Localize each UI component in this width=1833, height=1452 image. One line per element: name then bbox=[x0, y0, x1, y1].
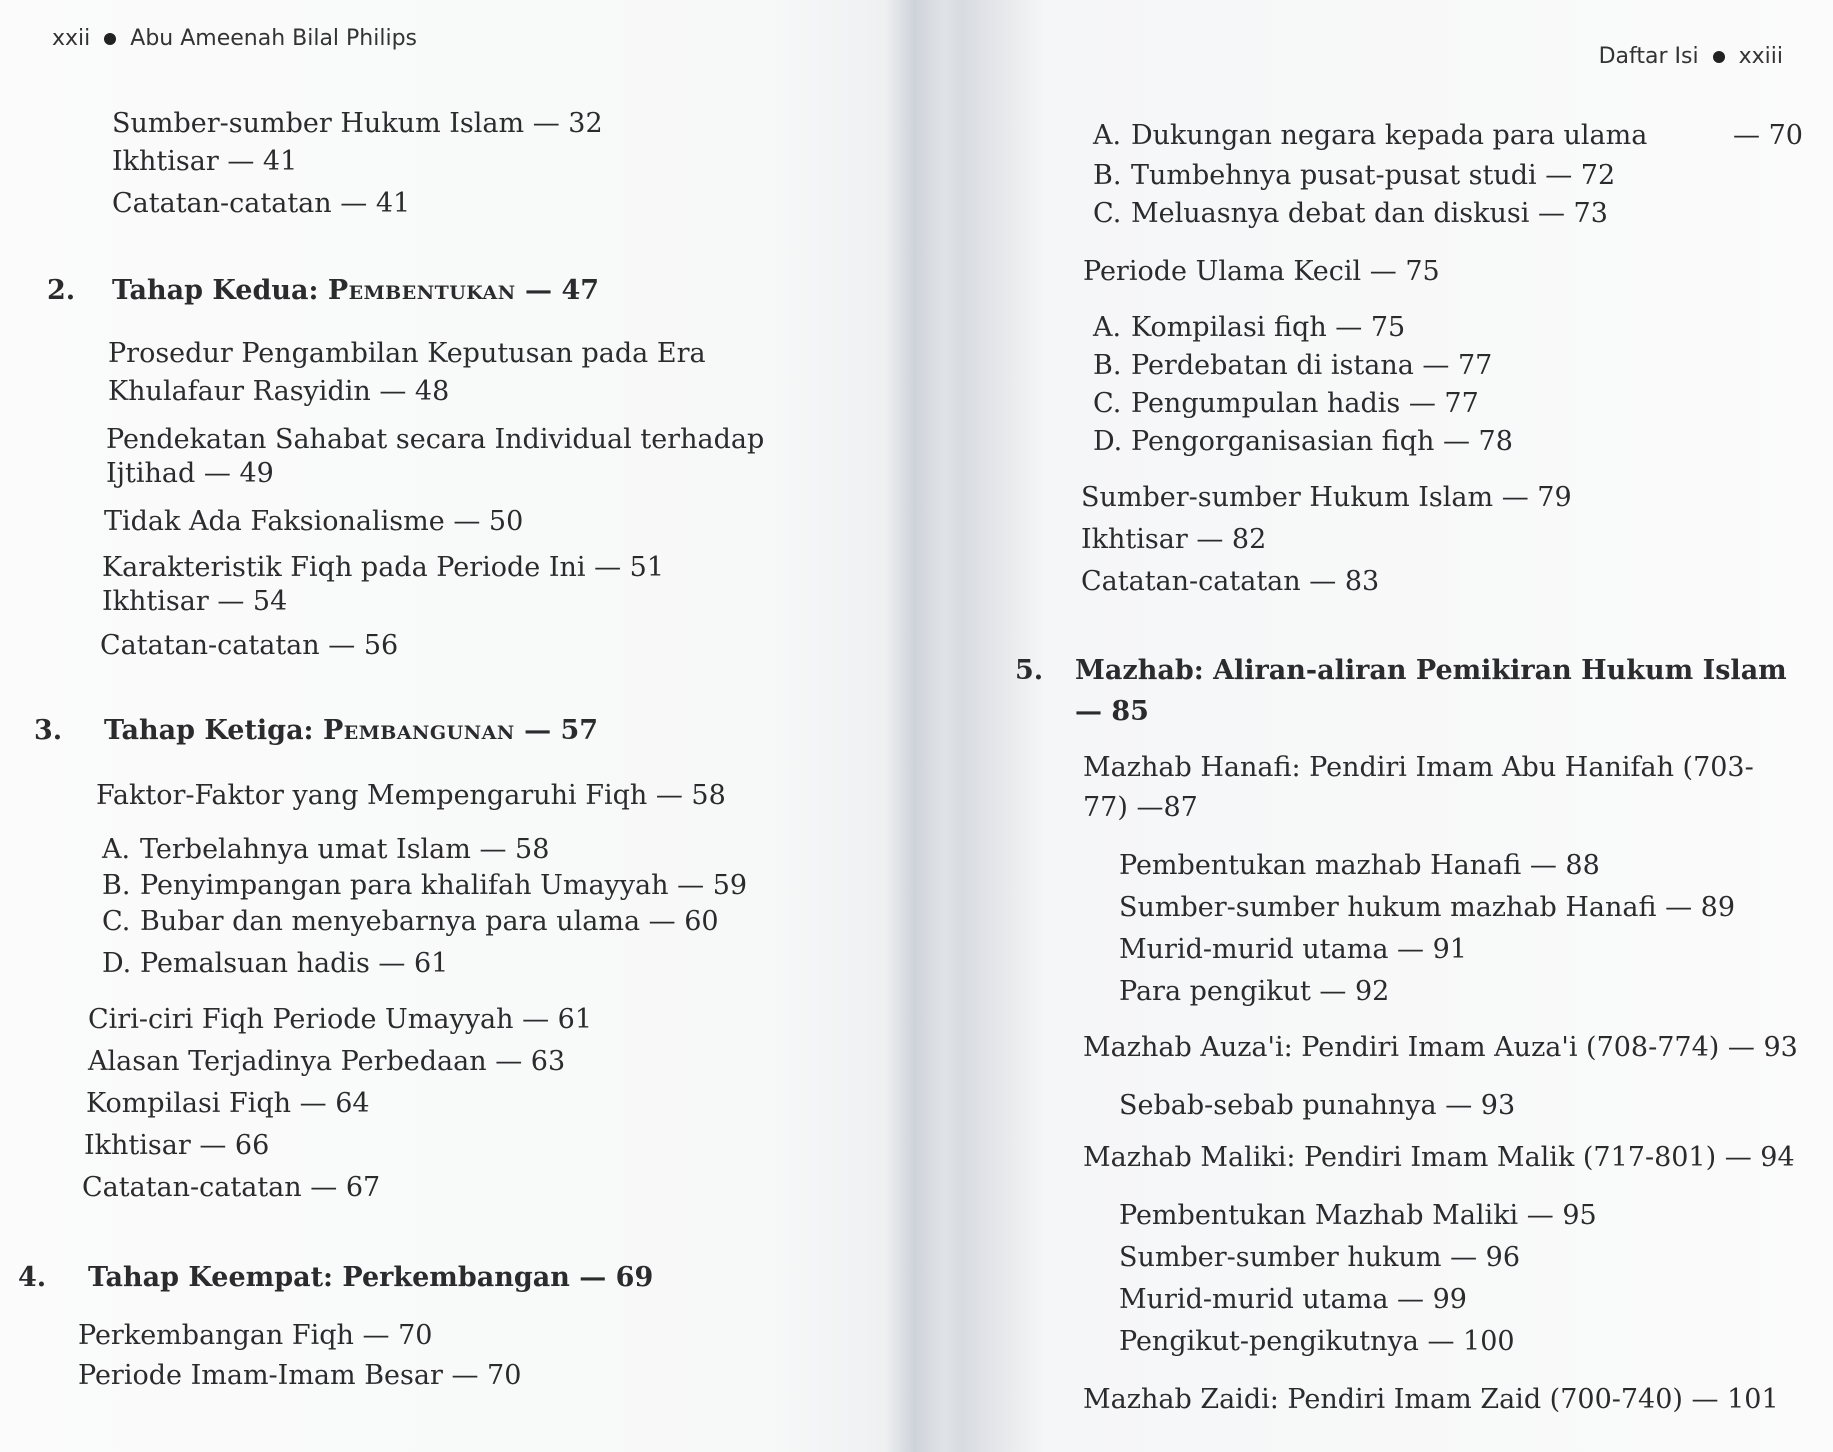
sub-letter: D. bbox=[1093, 426, 1123, 457]
toc-entry: Tidak Ada Faksionalisme — 50 bbox=[104, 506, 524, 537]
toc-entry: Perkembangan Fiqh — 70 bbox=[78, 1320, 433, 1351]
toc-sub-entry: Para pengikut — 92 bbox=[1119, 976, 1390, 1007]
sub-text: Dukungan negara kepada para ulama bbox=[1131, 120, 1648, 151]
toc-sub-entry: Pembentukan mazhab Hanafi — 88 bbox=[1119, 850, 1600, 881]
section-title: Mazhab: Aliran-aliran Pemikiran Hukum Islam bbox=[1075, 655, 1787, 686]
toc-sub-entry bbox=[1093, 160, 1615, 192]
toc-entry: Sumber-sumber Hukum Islam — 32 bbox=[112, 108, 603, 139]
toc-entry: Catatan-catatan — 67 bbox=[82, 1172, 381, 1203]
toc-entry: Periode Ulama Kecil — 75 bbox=[1083, 256, 1440, 287]
toc-entry: 77) —87 bbox=[1083, 792, 1198, 823]
section-page: — 47 bbox=[515, 275, 600, 306]
toc-entry: Kompilasi Fiqh — 64 bbox=[86, 1088, 370, 1119]
section-heading-2 bbox=[47, 275, 600, 306]
sub-text: Kompilasi fiqh — 75 bbox=[1131, 312, 1406, 343]
sub-text: Bubar dan menyebarnya para ulama — 60 bbox=[140, 906, 719, 937]
sub-letter: C. bbox=[102, 906, 131, 937]
right-page-header bbox=[1599, 44, 1783, 69]
toc-entry: Ikhtisar — 66 bbox=[84, 1130, 270, 1161]
toc-sub-entry bbox=[1093, 312, 1405, 344]
toc-entry: Catatan-catatan — 83 bbox=[1081, 566, 1380, 597]
toc-entry: Alasan Terjadinya Perbedaan — 63 bbox=[88, 1046, 566, 1077]
toc-sub-entry: Sumber-sumber hukum — 96 bbox=[1119, 1242, 1521, 1273]
section-number: 5. bbox=[1015, 655, 1044, 686]
sub-letter: A. bbox=[1093, 120, 1122, 151]
toc-entry: Periode Imam-Imam Besar — 70 bbox=[78, 1360, 522, 1391]
sub-text: Pemalsuan hadis — 61 bbox=[140, 948, 449, 979]
right-page-number: xxiii bbox=[1738, 44, 1783, 69]
toc-sub-entry: Pembentukan Mazhab Maliki — 95 bbox=[1119, 1200, 1597, 1231]
chapter-title: Daftar Isi bbox=[1598, 44, 1699, 69]
toc-entry: Catatan-catatan — 56 bbox=[100, 630, 399, 661]
section-number: 3. bbox=[34, 715, 63, 746]
sub-letter: B. bbox=[102, 870, 131, 901]
bullet-dot-icon bbox=[1713, 51, 1725, 63]
sub-letter: A. bbox=[1093, 312, 1122, 343]
sub-text: Pengumpulan hadis — 77 bbox=[1131, 388, 1479, 419]
toc-entry: Faktor-Faktor yang Mempengaruhi Fiqh — 58 bbox=[96, 780, 726, 811]
section-title-caps: Pembangunan bbox=[322, 715, 515, 746]
toc-sub-entry bbox=[102, 834, 549, 866]
left-page bbox=[0, 0, 905, 1452]
toc-entry: Sumber-sumber Hukum Islam — 79 bbox=[1081, 482, 1572, 513]
sub-text: Perdebatan di istana — 77 bbox=[1131, 350, 1493, 381]
section-heading-5 bbox=[1015, 655, 1787, 686]
section-heading-5-cont: — 85 bbox=[1075, 696, 1149, 727]
sub-text: Tumbehnya pusat-pusat studi — 72 bbox=[1131, 160, 1616, 191]
left-page-header bbox=[52, 26, 417, 51]
section-title: Tahap Kedua: bbox=[112, 275, 328, 306]
sub-text: Penyimpangan para khalifah Umayyah — 59 bbox=[140, 870, 748, 901]
toc-sub-entry: Murid-murid utama — 99 bbox=[1119, 1284, 1467, 1315]
author-name: Abu Ameenah Bilal Philips bbox=[130, 26, 418, 51]
sub-text: Meluasnya debat dan diskusi — 73 bbox=[1131, 198, 1608, 229]
section-title-caps: Pembentukan bbox=[327, 275, 516, 306]
toc-entry: Pendekatan Sahabat secara Individual terhadap bbox=[106, 424, 765, 455]
toc-sub-entry: Sumber-sumber hukum mazhab Hanafi — 89 bbox=[1119, 892, 1736, 923]
toc-sub-page: — 70 bbox=[1733, 120, 1803, 151]
toc-entry: Mazhab Maliki: Pendiri Imam Malik (717-801) — 94 bbox=[1083, 1142, 1795, 1173]
toc-entry: Ikhtisar — 82 bbox=[1081, 524, 1267, 555]
section-number: 4. bbox=[18, 1262, 47, 1293]
toc-sub-entry bbox=[102, 870, 747, 902]
section-heading-3 bbox=[34, 715, 599, 746]
toc-entry: Khulafaur Rasyidin — 48 bbox=[108, 376, 450, 407]
section-title: Tahap Keempat: Perkembangan — 69 bbox=[88, 1262, 654, 1293]
toc-entry: Mazhab Zaidi: Pendiri Imam Zaid (700-740) — 101 bbox=[1083, 1384, 1779, 1415]
toc-entry: Ikhtisar — 41 bbox=[112, 146, 298, 177]
section-number: 2. bbox=[47, 275, 76, 306]
toc-sub-entry bbox=[1093, 350, 1492, 382]
toc-entry: Ikhtisar — 54 bbox=[102, 586, 288, 617]
sub-letter: B. bbox=[1093, 160, 1122, 191]
section-page: — 57 bbox=[514, 715, 599, 746]
right-page bbox=[925, 0, 1833, 1452]
left-page-number: xxii bbox=[52, 26, 91, 51]
toc-entry: Ciri-ciri Fiqh Periode Umayyah — 61 bbox=[88, 1004, 593, 1035]
toc-sub-entry bbox=[1093, 120, 1647, 152]
toc-entry: Catatan-catatan — 41 bbox=[112, 188, 411, 219]
toc-sub-entry: Murid-murid utama — 91 bbox=[1119, 934, 1467, 965]
sub-letter: D. bbox=[102, 948, 132, 979]
toc-sub-entry bbox=[1093, 426, 1513, 458]
toc-entry: Mazhab Auza'i: Pendiri Imam Auza'i (708-774) — 93 bbox=[1083, 1032, 1798, 1063]
toc-sub-entry bbox=[1093, 388, 1479, 420]
toc-entry: Prosedur Pengambilan Keputusan pada Era bbox=[108, 338, 706, 369]
toc-entry: Ijtihad — 49 bbox=[106, 458, 274, 489]
toc-sub-entry: Sebab-sebab punahnya — 93 bbox=[1119, 1090, 1516, 1121]
toc-sub-entry bbox=[102, 906, 719, 938]
toc-sub-entry bbox=[1093, 198, 1608, 230]
section-heading-4 bbox=[18, 1262, 654, 1293]
section-title: Tahap Ketiga: bbox=[104, 715, 323, 746]
sub-letter: A. bbox=[102, 834, 131, 865]
toc-entry: Karakteristik Fiqh pada Periode Ini — 51 bbox=[102, 552, 665, 583]
toc-sub-entry: Pengikut-pengikutnya — 100 bbox=[1119, 1326, 1515, 1357]
sub-text: Terbelahnya umat Islam — 58 bbox=[140, 834, 550, 865]
sub-letter: B. bbox=[1093, 350, 1122, 381]
sub-letter: C. bbox=[1093, 388, 1122, 419]
sub-letter: C. bbox=[1093, 198, 1122, 229]
sub-text: Pengorganisasian fiqh — 78 bbox=[1131, 426, 1513, 457]
bullet-dot-icon bbox=[104, 33, 116, 45]
toc-entry: Mazhab Hanafi: Pendiri Imam Abu Hanifah (703- bbox=[1083, 752, 1754, 783]
toc-sub-entry bbox=[102, 948, 448, 980]
